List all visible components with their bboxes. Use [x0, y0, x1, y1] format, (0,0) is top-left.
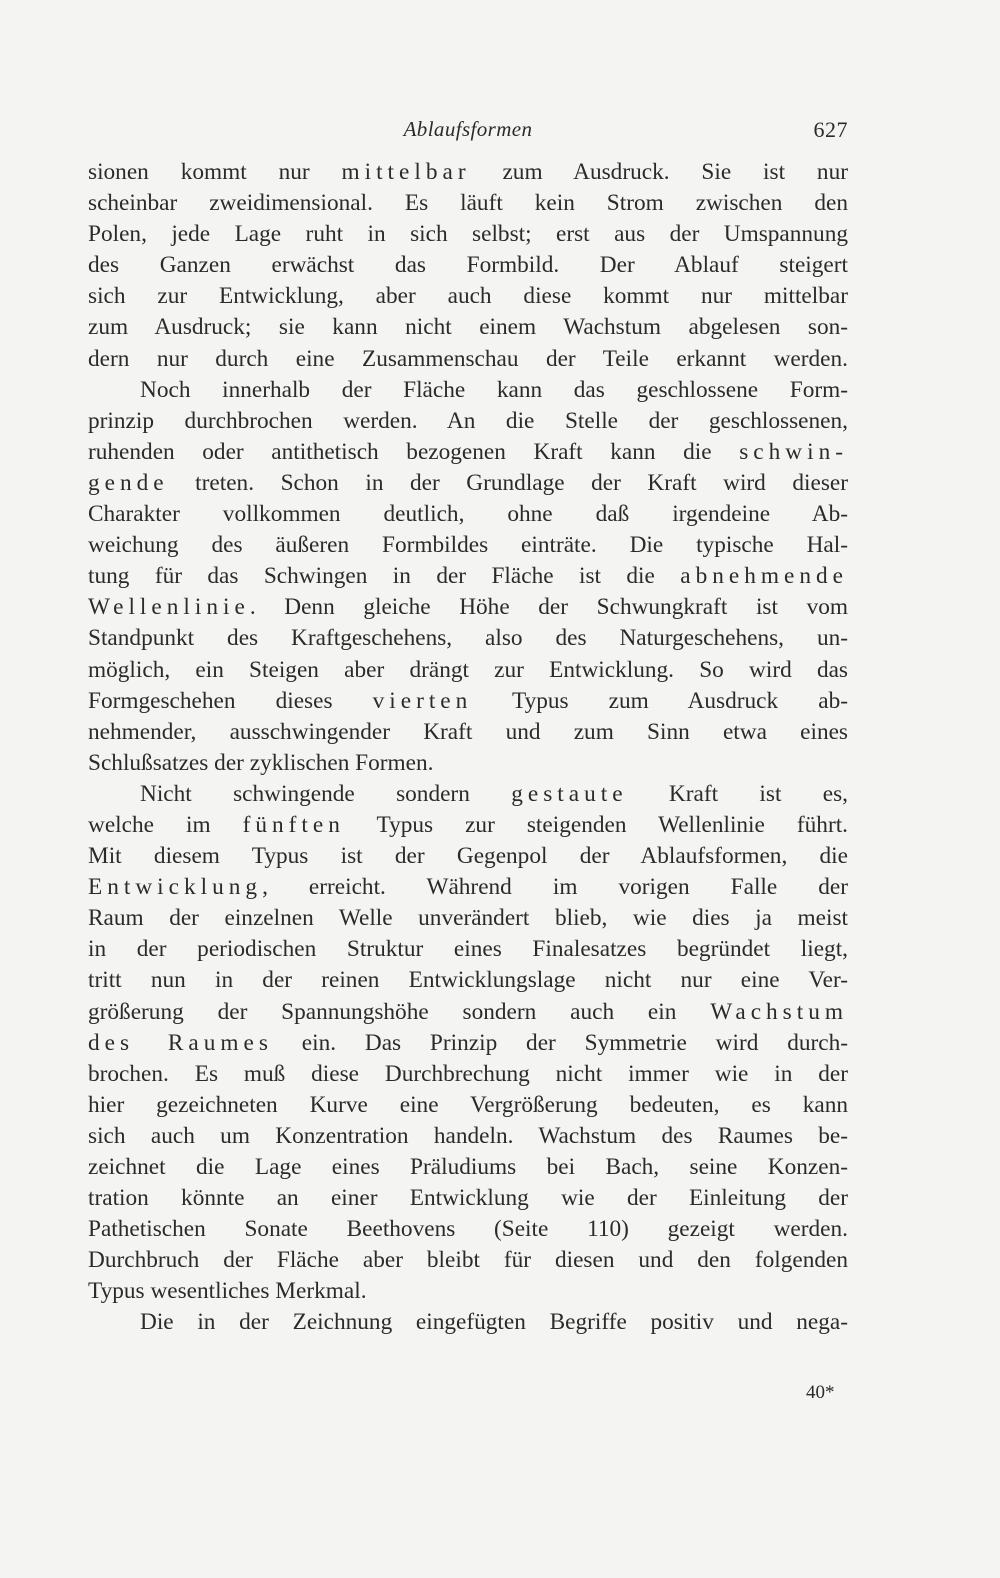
- text-line: Noch innerhalb der Fläche kann das geschlossene Form-: [140, 376, 848, 403]
- emphasized-word: vierten: [372, 687, 473, 714]
- page-header: [88, 117, 848, 147]
- text-line: Standpunkt des Kraftgeschehens, also des Naturgeschehens, un-: [88, 625, 848, 652]
- text-line: ruhenden oder antithetisch bezogenen Kraft kann die schwin-: [88, 438, 848, 465]
- emphasized-word: fünften: [242, 811, 345, 838]
- text-line: weichung des äußeren Formbildes einträte. Die typische Hal-: [88, 532, 848, 559]
- text-line: größerung der Spannungshöhe sondern auch ein Wachstum: [88, 998, 848, 1025]
- text-line: Nicht schwingende sondern gestaute Kraft ist es,: [140, 780, 848, 807]
- running-title: Ablaufsformen: [403, 117, 533, 141]
- text-line: in der periodischen Struktur eines Finalesatzes begründet liegt,: [88, 936, 848, 963]
- emphasized-word: Entwicklung: [88, 874, 263, 901]
- text-line: gende treten. Schon in der Grundlage der Kraft wird dieser: [88, 469, 848, 496]
- text-line: Durchbruch der Fläche aber bleibt für diesen und den folgenden: [88, 1247, 848, 1274]
- emphasized-word: mittelbar: [341, 159, 471, 185]
- text-line: Entwicklung, erreicht. Während im vorigen Falle der: [88, 874, 848, 901]
- text-line: sich auch um Konzentration handeln. Wachstum des Raumes be-: [88, 1122, 848, 1149]
- text-line: scheinbar zweidimensional. Es läuft kein Strom zwischen den: [88, 190, 848, 217]
- text-line: Pathetischen Sonate Beethovens (Seite 110) gezeigt werden.: [88, 1216, 848, 1243]
- text-line: des Raumes ein. Das Prinzip der Symmetrie wird durch-: [88, 1029, 848, 1056]
- text-line: hier gezeichneten Kurve eine Vergrößerung bedeuten, es kann: [88, 1091, 848, 1118]
- emphasized-word: schwin-: [739, 438, 848, 465]
- emphasized-word: abnehmende: [680, 563, 848, 590]
- text-line: nehmender, ausschwingender Kraft und zum Sinn etwa eines: [88, 718, 848, 745]
- text-line: zeichnet die Lage eines Präludiums bei Bach, seine Konzen-: [88, 1154, 848, 1180]
- text-line: welche im fünften Typus zur steigenden Wellenlinie führt.: [88, 811, 848, 838]
- text-line: zum Ausdruck; sie kann nicht einem Wachstum abgelesen son-: [88, 314, 848, 341]
- body-text: [88, 157, 848, 1339]
- text-line: Wellenlinie. Denn gleiche Höhe der Schwungkraft ist vom: [88, 594, 848, 621]
- emphasized-word: gende: [88, 469, 169, 496]
- text-line: prinzip durchbrochen werden. An die Stelle der geschlossenen,: [88, 407, 848, 434]
- text-line: sionen kommt nur mittelbar zum Ausdruck. Sie ist nur: [88, 159, 848, 185]
- text-line: möglich, ein Steigen aber drängt zur Entwicklung. So wird das: [88, 656, 848, 683]
- text-line: Formgeschehen dieses vierten Typus zum Ausdruck ab-: [88, 687, 848, 714]
- text-line: brochen. Es muß diese Durchbrechung nicht immer wie in der: [88, 1060, 848, 1087]
- text-line: tration könnte an einer Entwicklung wie der Einleitung der: [88, 1185, 848, 1212]
- emphasized-word: des Raumes: [88, 1029, 273, 1056]
- text-line: Polen, jede Lage ruht in sich selbst; erst aus der Umspannung: [88, 221, 848, 248]
- text-line: Typus wesentliches Merkmal.: [88, 1278, 367, 1305]
- text-line: des Ganzen erwächst das Formbild. Der Ablauf steigert: [88, 252, 848, 279]
- signature-mark: 40*: [806, 1382, 835, 1403]
- text-line: dern nur durch eine Zusammenschau der Teile erkannt werden.: [88, 345, 848, 372]
- emphasized-word: gestaute: [511, 780, 628, 807]
- text-line: tritt nun in der reinen Entwicklungslage nicht nur eine Ver-: [88, 967, 848, 994]
- text-line: Die in der Zeichnung eingefügten Begriffe positiv und nega-: [140, 1309, 848, 1336]
- text-line: Mit diesem Typus ist der Gegenpol der Ablaufsformen, die: [88, 843, 848, 870]
- text-line: sich zur Entwicklung, aber auch diese kommt nur mittelbar: [88, 283, 848, 310]
- text-line: tung für das Schwingen in der Fläche ist die abnehmende: [88, 563, 848, 590]
- page-number: 627: [813, 117, 848, 142]
- text-line: Schlußsatzes der zyklischen Formen.: [88, 749, 434, 776]
- emphasized-word: Wellenlinie: [88, 594, 250, 621]
- text-line: Raum der einzelnen Welle unverändert blieb, wie dies ja meist: [88, 905, 848, 932]
- emphasized-word: Wachstum: [710, 998, 848, 1025]
- text-line: Charakter vollkommen deutlich, ohne daß irgendeine Ab-: [88, 501, 848, 528]
